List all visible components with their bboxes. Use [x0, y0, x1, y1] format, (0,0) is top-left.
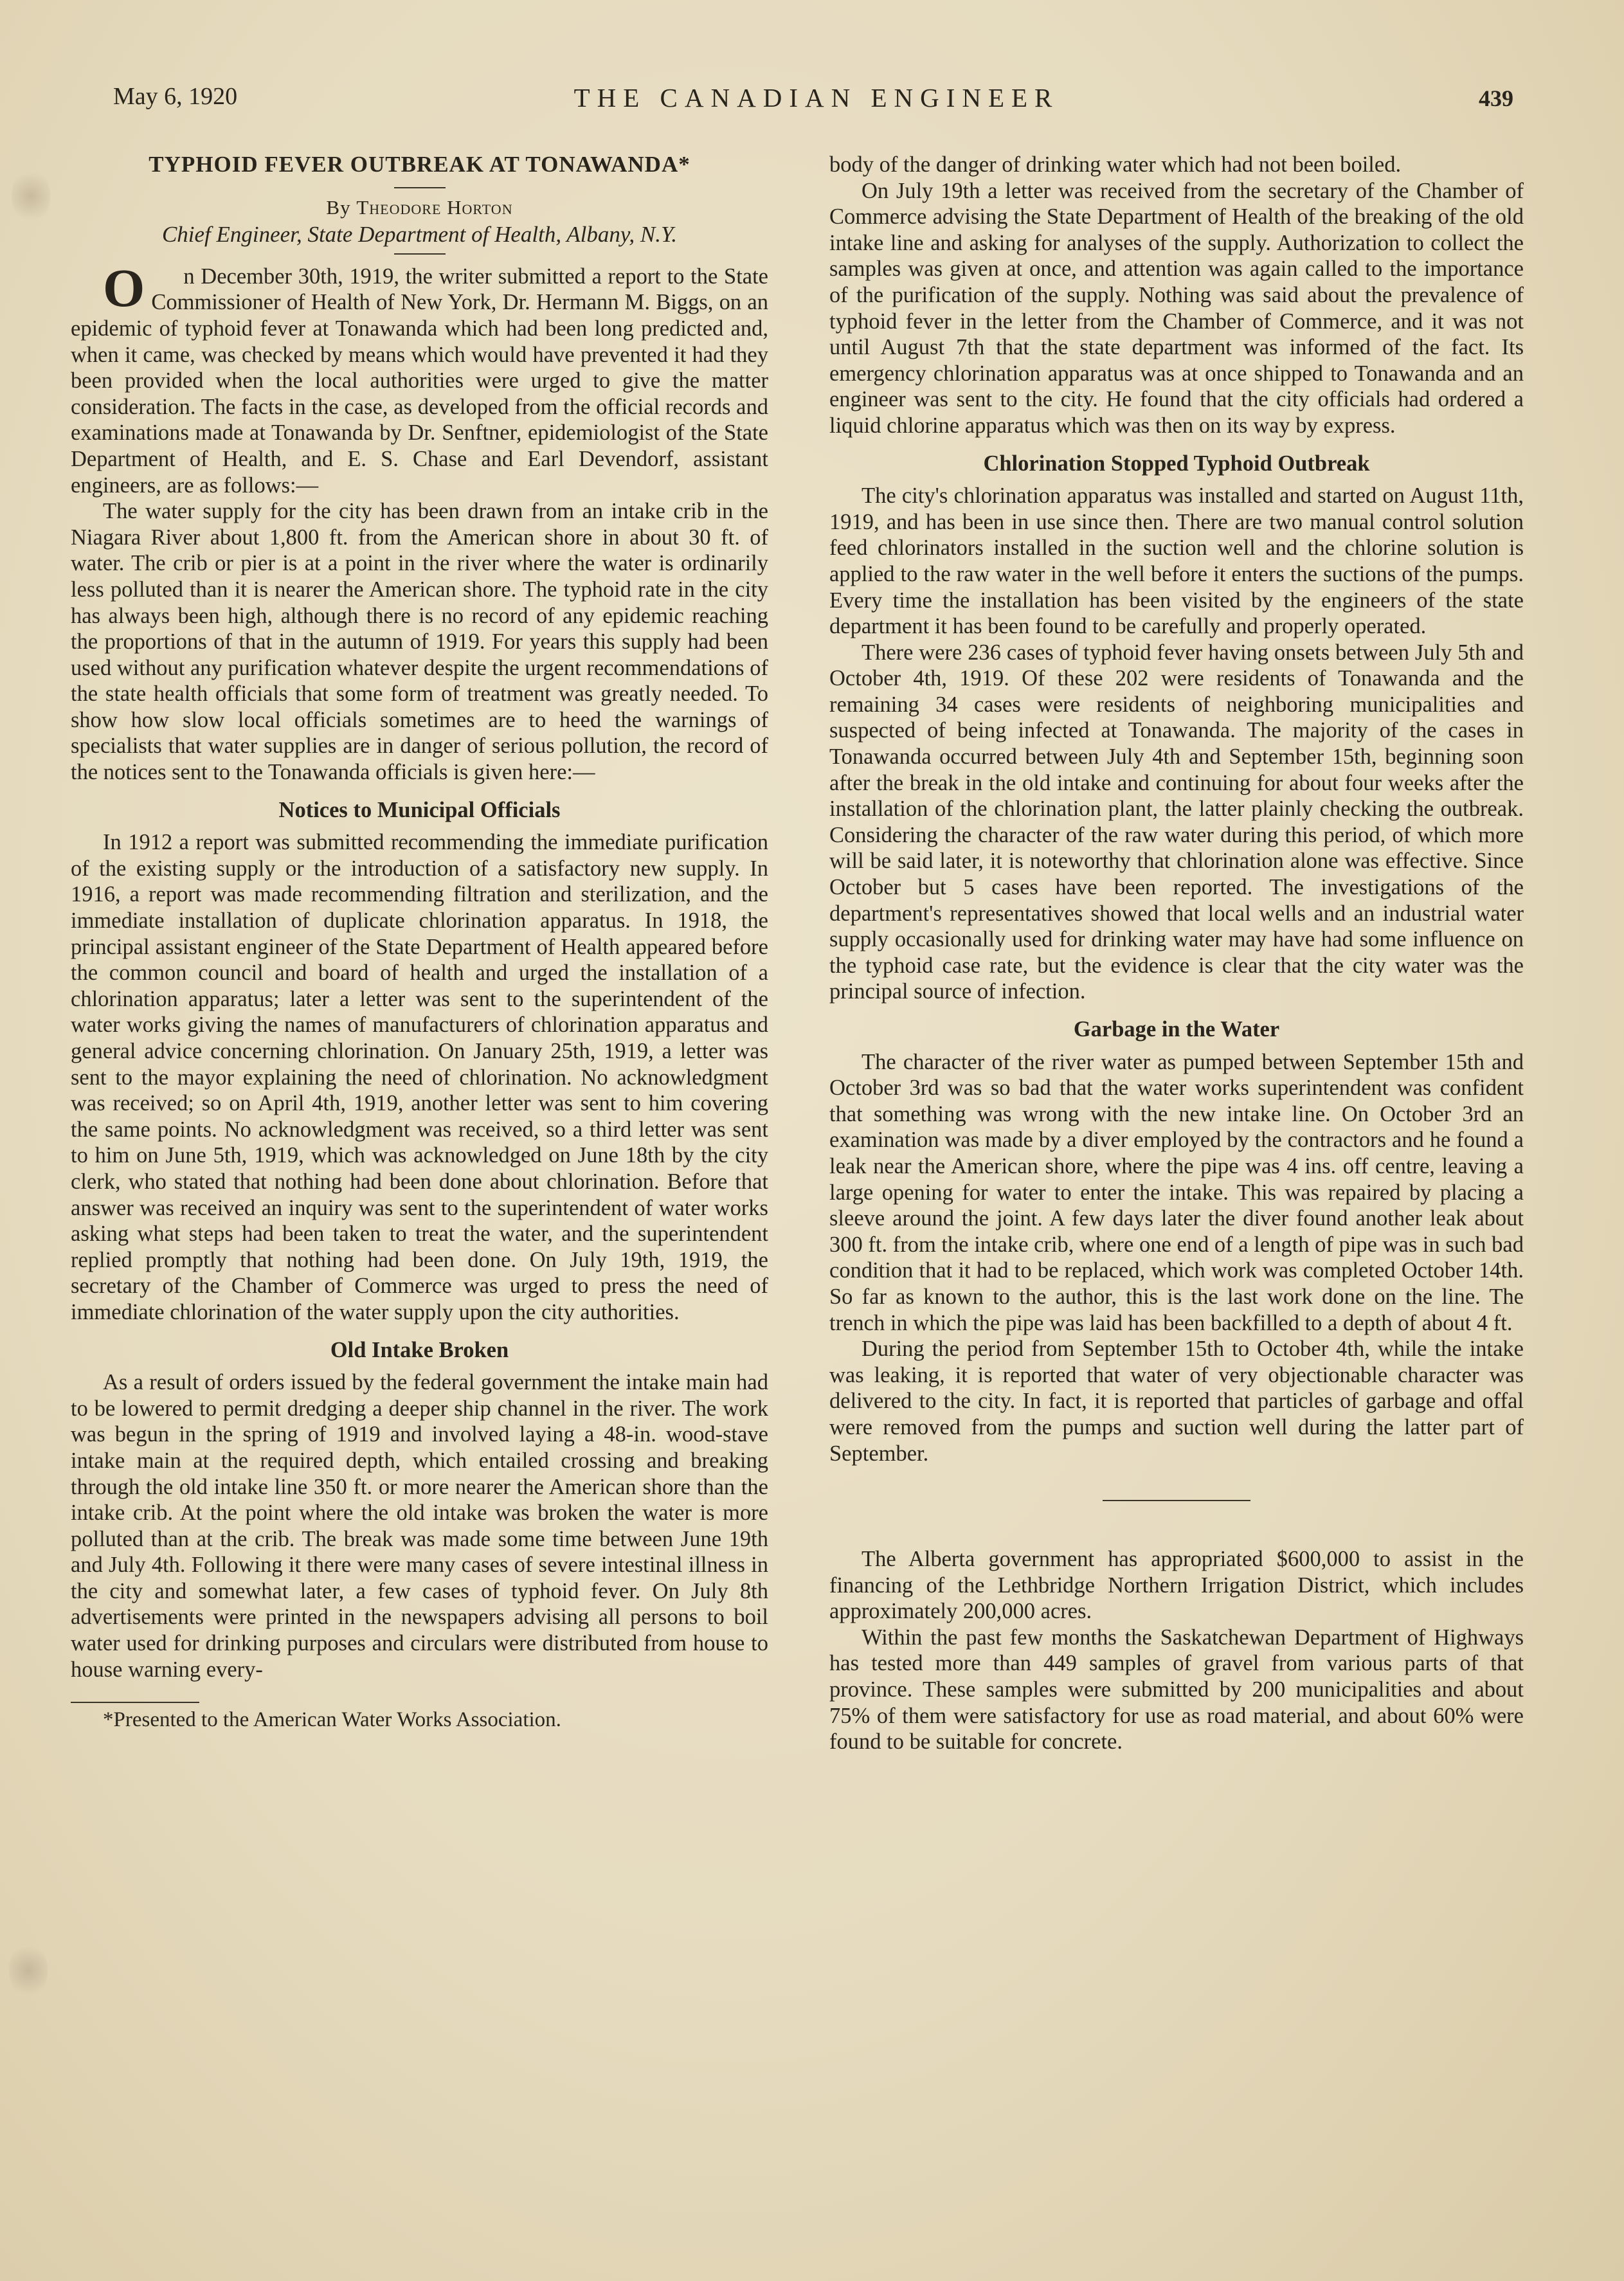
- running-header: [109, 82, 1524, 121]
- news-item: The Alberta government has appropriated $600,000 to assist in the financing of the Lethbridge Northern Irrigation District, which includes approximately 200,000 acres.: [829, 1547, 1524, 1624]
- page-number: 439: [1479, 86, 1513, 111]
- author-name: Theodore Horton: [356, 195, 513, 219]
- byline: [71, 195, 768, 221]
- byline-rule: [394, 253, 446, 255]
- page-stain: [9, 1942, 48, 1999]
- section-paragraph: There were 236 cases of typhoid fever having onsets between July 5th and October 4th, 1919. Of these 202 were residents of Tonawanda and the remaining 34 cases were residents of neighboring municipalities and suspected of being infected at Tonawanda. The majority of the cases in Tonawanda occurred between July 4th and September 15th, beginning soon after the break in the old intake and continuing for about four weeks after the installation of the chlorination plant, the latter plainly checking the outbreak. Considering the character of the raw water during this period, of which more will be said later, it is noteworthy that chlorination alone was effective. Since October but 5 cases have been reported. The investigations of the department's representatives showed that local wells and an industrial water supply occasionally used for drinking water may have had some influence on the typhoid case rate, but the evidence is clear that the city water was the principal source of infection.: [829, 640, 1524, 1004]
- journal-title: THE CANADIAN ENGINEER: [573, 83, 1060, 113]
- byline-prefix: By: [326, 195, 357, 219]
- article-separator: [1103, 1500, 1250, 1501]
- title-rule: [394, 187, 446, 188]
- section-paragraph: The city's chlorination apparatus was installed and started on August 11th, 1919, and has been in use since then. There are two manual control solution feed chlorinators installed in the suction well and the chlorine solution is applied to the raw water in the well before it enters the suctions of the pumps. Every time the installation has been visited by the engineers of the state department it has been found to be carefully and properly operated.: [829, 483, 1524, 639]
- news-item: Within the past few months the Saskatchewan Department of Highways has tested more than 449 samples of gravel from various parts of that province. These samples were submitted by 200 municipalities and about 75% of them were satisfactory for use as road material, and about 60% were found to be suitable for concrete.: [829, 1625, 1524, 1754]
- section-paragraph: As a result of orders issued by the federal government the intake main had to be lowered to permit dredging a deeper ship channel in the river. The work was begun in the spring of 1919 and involved laying a 48-in. wood-stave intake main at the required depth, which entailed crossing and breaking through the old intake line 350 ft. or more nearer the American shore than the intake crib. At the point where the old intake was broken the water is more polluted than at the crib. The break was made some time between June 19th and July 4th. Following it there were many cases of severe intestinal illness in the city and somewhat later, a few cases of typhoid fever. On July 8th advertisements were printed in the newspapers advising all persons to boil water used for drinking purposes and circulars were distributed from house to house warning every-: [71, 1370, 768, 1682]
- intro-paragraph: The water supply for the city has been drawn from an intake crib in the Niagara River about 1,800 ft. from the American shore in about 30 ft. of water. The crib or pier is at a point in the river where the water is ordinarily less polluted than it is nearer the American shore. The typhoid rate in the city has always been high, although there is no record of any epidemic reaching the proportions of that in the autumn of 1919. For years this supply had been used without any purification whatever despite the urgent recommendations of the state health officials that some form of treatment was greatly needed. To show how slow local officials sometimes are to heed the warnings of specialists that water supplies are in danger of serious pollution, the record of the notices sent to the Tonawanda officials is given here:—: [71, 499, 768, 785]
- footnote: *Presented to the American Water Works Association.: [103, 1708, 561, 1732]
- continuation-paragraph: On July 19th a letter was received from the secretary of the Chamber of Commerce advising the State Department of Health of the breaking of the old intake line and asking for analyses of the supply. Authorization to collect the samples was given at once, and attention was again called to the importance of the purification of the supply. Nothing was said about the prevalence of typhoid fever in the letter from the Chamber of Commerce, and it was not until August 7th that the state department was informed of the fact. Its emergency chlorination apparatus was at once shipped to Tonawanda and an engineer was sent to the city. He found that the city officials had ordered a liquid chlorine apparatus which was then on its way by express.: [829, 178, 1524, 438]
- section-heading: Notices to Municipal Officials: [278, 797, 561, 822]
- right-column: [829, 152, 1524, 1755]
- section-heading: Chlorination Stopped Typhoid Outbreak: [983, 451, 1370, 476]
- header-date: May 6, 1920: [113, 83, 238, 110]
- section-paragraph: In 1912 a report was submitted recommending the immediate purification of the existing supply or the introduction of a satisfactory new supply. In 1916, a report was made recommending filtration and sterilization, and the immediate installation of duplicate chlorination apparatus. In 1918, the principal assistant engineer of the State Department of Health appeared before the common council and board of health and urged the installation of a chlorination apparatus; later a letter was sent to the superintendent of the water works giving the names of manufacturers of chlorination apparatus and general advice concerning chlorination. On January 25th, 1919, a letter was sent to the mayor explaining the need of chlorination. No acknowledgment was received; so on April 4th, 1919, another letter was sent to him covering the same points. No acknowledgment was received, so a third letter was sent to him on June 5th, 1919, which was acknowledged on June 18th by the city clerk, who stated that nothing had been done about chlorination. Before that answer was received an inquiry was sent to the superintendent of water works asking what steps had been taken to treat the water, and the superintendent replied promptly that nothing had been done. On July 19th, 1919, the secretary of the Chamber of Commerce was urged to press the need of immediate chlorination of the water supply upon the city authorities.: [71, 830, 768, 1324]
- section-paragraph: The character of the river water as pumped between September 15th and October 3rd was so bad that the water works superintendent was confident that something was wrong with the new intake line. On October 3rd an examination was made by a diver employed by the contractors and he found a leak near the American shore, where the pipe was 4 ins. off centre, leaving a large opening for water to enter the intake. This was repaired by placing a sleeve around the joint. A few days later the diver found another leak about 300 ft. from the intake crib, where one end of a length of pipe was in such bad condition that it had to be replaced, which work was completed October 14th. So far as known to the author, this is the last work done on the line. The trench in which the pipe was laid has been backfilled to a depth of about 4 ft.: [829, 1049, 1524, 1335]
- continuation-paragraph: body of the danger of drinking water which had not been boiled.: [829, 152, 1402, 177]
- footnote-rule: [71, 1702, 199, 1703]
- author-affiliation: Chief Engineer, State Department of Health, Albany, N.Y.: [161, 222, 678, 248]
- intro-paragraph: On December 30th, 1919, the writer submitted a report to the State Commissioner of Health of New York, Dr. Hermann M. Biggs, on an epidemic of typhoid fever at Tonawanda which had been long predicted and, when it came, was checked by means which would have prevented it had they been provided when the local authorities were urged to give the matter consideration. The facts in the case, as developed from the official records and examinations made at Tonawanda by Dr. Senftner, epidemiologist of the State Department of Health, and E. S. Chase and Earl Devendorf, assistant engineers, are as follows:—: [71, 258, 768, 498]
- article-title: TYPHOID FEVER OUTBREAK AT TONAWANDA*: [149, 152, 690, 177]
- section-paragraph: During the period from September 15th to October 4th, while the intake was leaking, it is reported that water of very objectionable character was delivered to the city. In fact, it is reported that particles of garbage and offal were removed from the pumps and suction well during the latter part of September.: [829, 1337, 1524, 1466]
- left-column: [71, 152, 768, 1733]
- section-heading: Garbage in the Water: [1073, 1017, 1280, 1041]
- page-stain: [12, 167, 50, 225]
- section-heading: Old Intake Broken: [330, 1337, 509, 1362]
